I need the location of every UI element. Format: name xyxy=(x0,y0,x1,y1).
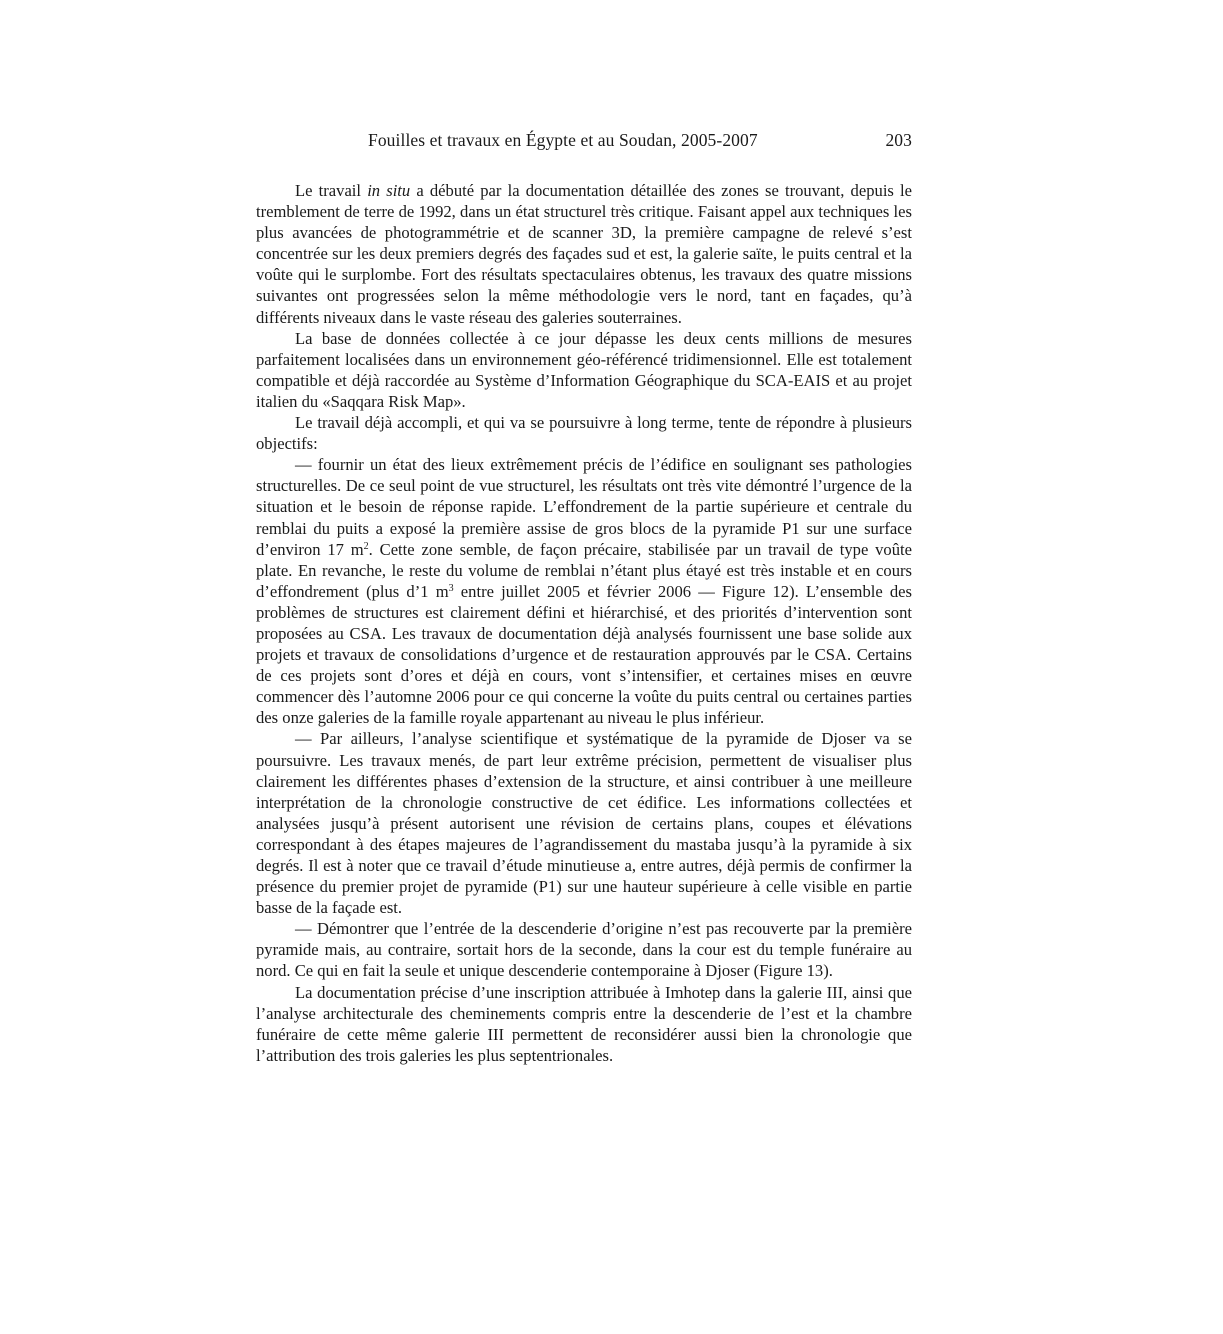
running-title: Fouilles et travaux en Égypte et au Soudan, 2005-2007 xyxy=(368,130,758,150)
paragraph-1-start: Le travail xyxy=(295,181,368,200)
paragraph-5: — Par ailleurs, l’analyse scientifique et systématique de la pyramide de Djoser va se poursuivre. Les travaux menés, de part leur extrême précision, permettent de visualiser plus clairement les différentes phases d’extension de la structure, et ainsi contribuer à une meilleure interprétation de la chronologie constructive de cet édifice. Les informations collectées et analysées jusqu’à présent autorisent une révision de certains plans, coupes et élévations correspondant à des étapes majeures de l’agrandissement du mastaba jusqu’à la pyramide à six degrés. Il est à noter que ce travail d’étude minutieuse a, entre autres, déjà permis de confirmer la présence du premier projet de pyramide (P1) sur une hauteur supérieure à celle visible en partie basse de la façade est. xyxy=(256,729,912,918)
paragraph-4-part-a: — fournir un état des lieux extrêmement précis de l’édifice en soulignant ses pathologies structurelles. De ce seul point de vue structurel, les résultats ont très vite démontré l’urgence de la situation et le besoin de réponse rapide. L’effondrement de la partie supérieure et centrale du remblai du puits a exposé la première assise de gros blocs de la pyramide P1 sur une surface d’environ 17 m xyxy=(256,455,912,559)
italic-in-situ: in situ xyxy=(367,181,411,200)
paragraph-3: Le travail déjà accompli, et qui va se poursuivre à long terme, tente de répondre à plusieurs objectifs: xyxy=(256,413,912,454)
paragraph-1 xyxy=(256,180,912,328)
paragraph-4-part-c: entre juillet 2005 et février 2006 — Figure 12). L’ensemble des problèmes de structures est clairement défini et hiérarchisé, et des priorités d’intervention sont proposées au CSA. Les travaux de documentation déjà analysés fournissent une base solide aux projets et travaux de consolidations d’urgence et de restauration approuvés par le CSA. Certains de ces projets sont d’ores et déjà en cours, vont s’intensifier, et certaines mises en œuvre commencer dès l’automne 2006 pour ce qui concerne la voûte du puits central ou certaines parties des onze galeries de la famille royale appartenant au niveau le plus inférieur. xyxy=(256,581,913,728)
paragraph-2: La base de données collectée à ce jour dépasse les deux cents millions de mesures parfaitement localisées dans un environnement géo-référencé tridimensionnel. Elle est totalement compatible et déjà raccordée au Système d’Information Géographique du SCA-EAIS et au projet italien du «Saqqara Risk Map». xyxy=(256,328,912,411)
paragraph-4-part-b: . Cette zone semble, de façon précaire, stabilisée par un travail de type voûte plate. En revanche, le reste du volume de remblai n’étant plus étayé est très instable et en cours d’effondrement (plus d’1 m xyxy=(256,539,912,601)
superscript-3: 3 xyxy=(448,582,454,594)
paragraph-7: La documentation précise d’une inscription attribuée à Imhotep dans la galerie III, ainsi que l’analyse architecturale des cheminements compris entre la descenderie de l’est et la chambre funéraire de cette même galerie III permettent de reconsidérer aussi bien la chronologie que l’attribution des trois galeries les plus septentrionales. xyxy=(256,982,912,1065)
superscript-2: 2 xyxy=(363,540,369,552)
body-text xyxy=(256,180,912,1066)
paragraph-6: — Démontrer que l’entrée de la descenderie d’origine n’est pas recouverte par la première pyramide mais, au contraire, sortait hors de la seconde, dans la cour est du temple funéraire au nord. Ce qui en fait la seule et unique descenderie contemporaine à Djoser (Figure 13). xyxy=(256,919,912,981)
paragraph-1-rest: a débuté par la documentation détaillée des zones se trouvant, depuis le tremblement de terre de 1992, dans un état structurel très critique. Faisant appel aux techniques les plus avancées de photogrammétrie et de scanner 3D, la première campagne de relevé s’est concentrée sur les deux premiers degrés des façades sud et est, la galerie saïte, le puits central et la voûte qui le surplombe. Fort des résultats spectaculaires obtenus, les travaux des quatre missions suivantes ont progressées selon la même méthodologie vers le nord, tant en façades, qu’à différents niveaux dans le vaste réseau des galeries souterraines. xyxy=(256,181,913,327)
paragraph-4 xyxy=(256,454,912,728)
running-header xyxy=(256,128,912,158)
page-number: 203 xyxy=(885,130,912,150)
document-page xyxy=(256,128,912,1066)
